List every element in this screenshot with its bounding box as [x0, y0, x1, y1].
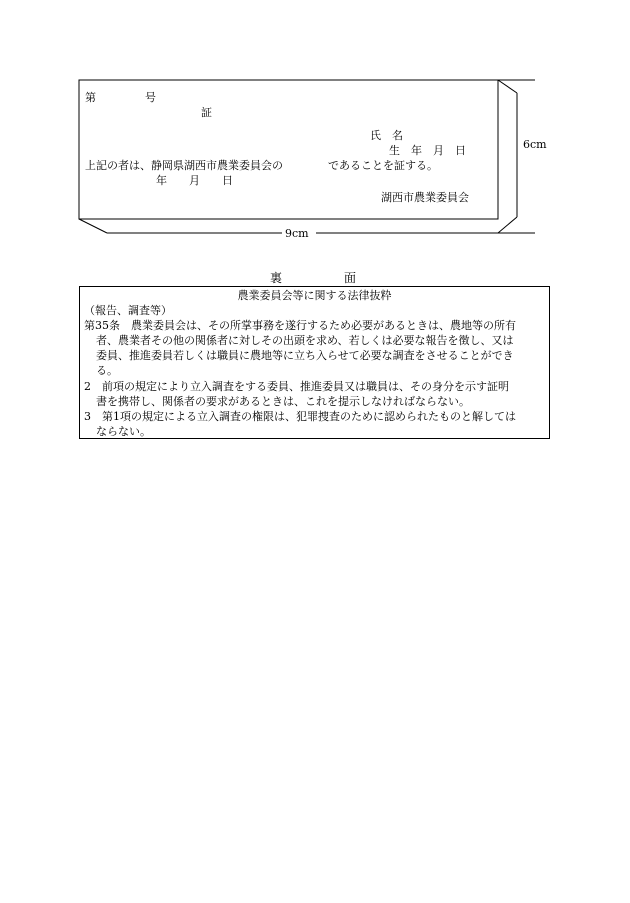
- certificate-title: 証: [201, 106, 212, 119]
- back-title-second: 面: [344, 271, 357, 285]
- law-line-section-title: （報告、調査等）: [84, 304, 172, 317]
- number-label-first: 第: [85, 91, 96, 104]
- law-line-paragraph2-2: 書を携帯し、関係者の要求があるときは、これを提示しなければならない。: [96, 395, 470, 408]
- issuer-name: 湖西市農業委員会: [381, 191, 469, 204]
- back-side-title: [270, 269, 356, 286]
- statement-text-second: であることを証する。: [328, 159, 438, 172]
- law-line-article35-3: 委員、推進委員若しくは職員に農地等に立ち入らせて必要な調査をさせることができ: [96, 349, 514, 362]
- number-label-second: 号: [145, 91, 156, 104]
- issue-date: 年 月 日: [156, 174, 233, 187]
- height-dimension-label: 6cm: [523, 138, 547, 151]
- name-label: 氏 名: [370, 129, 403, 142]
- card-edge-bottom-left: [79, 219, 107, 233]
- law-line-article35-2: 者、農業者その他の関係者に対しその出頭を求め、若しくは必要な報告を徴し、又は: [96, 334, 514, 347]
- law-excerpt-heading: 農業委員会等に関する法律抜粋: [237, 289, 392, 302]
- law-line-paragraph2-1: 2 前項の規定により立入調査をする委員、推進委員又は職員は、その身分を示す証明: [84, 380, 509, 393]
- back-side-box: [79, 286, 550, 439]
- back-title-first: 裏: [270, 271, 283, 285]
- card-edge-bottom-right: [498, 217, 517, 233]
- law-line-article35-1: 第35条 農業委員会は、その所掌事務を遂行するため必要があるときは、農地等の所有: [84, 319, 516, 332]
- birth-date-label: 生 年 月 日: [389, 144, 466, 157]
- width-dimension-label: 9cm: [285, 227, 309, 240]
- law-line-article35-4: る。: [96, 364, 118, 377]
- law-line-paragraph3-1: 3 第1項の規定による立入調査の権限は、犯罪捜査のために認められたものと解しては: [84, 410, 516, 423]
- law-line-paragraph3-2: ならない。: [96, 425, 151, 438]
- card-edge-top: [498, 80, 517, 93]
- statement-text-first: 上記の者は、静岡県湖西市農業委員会の: [85, 159, 283, 172]
